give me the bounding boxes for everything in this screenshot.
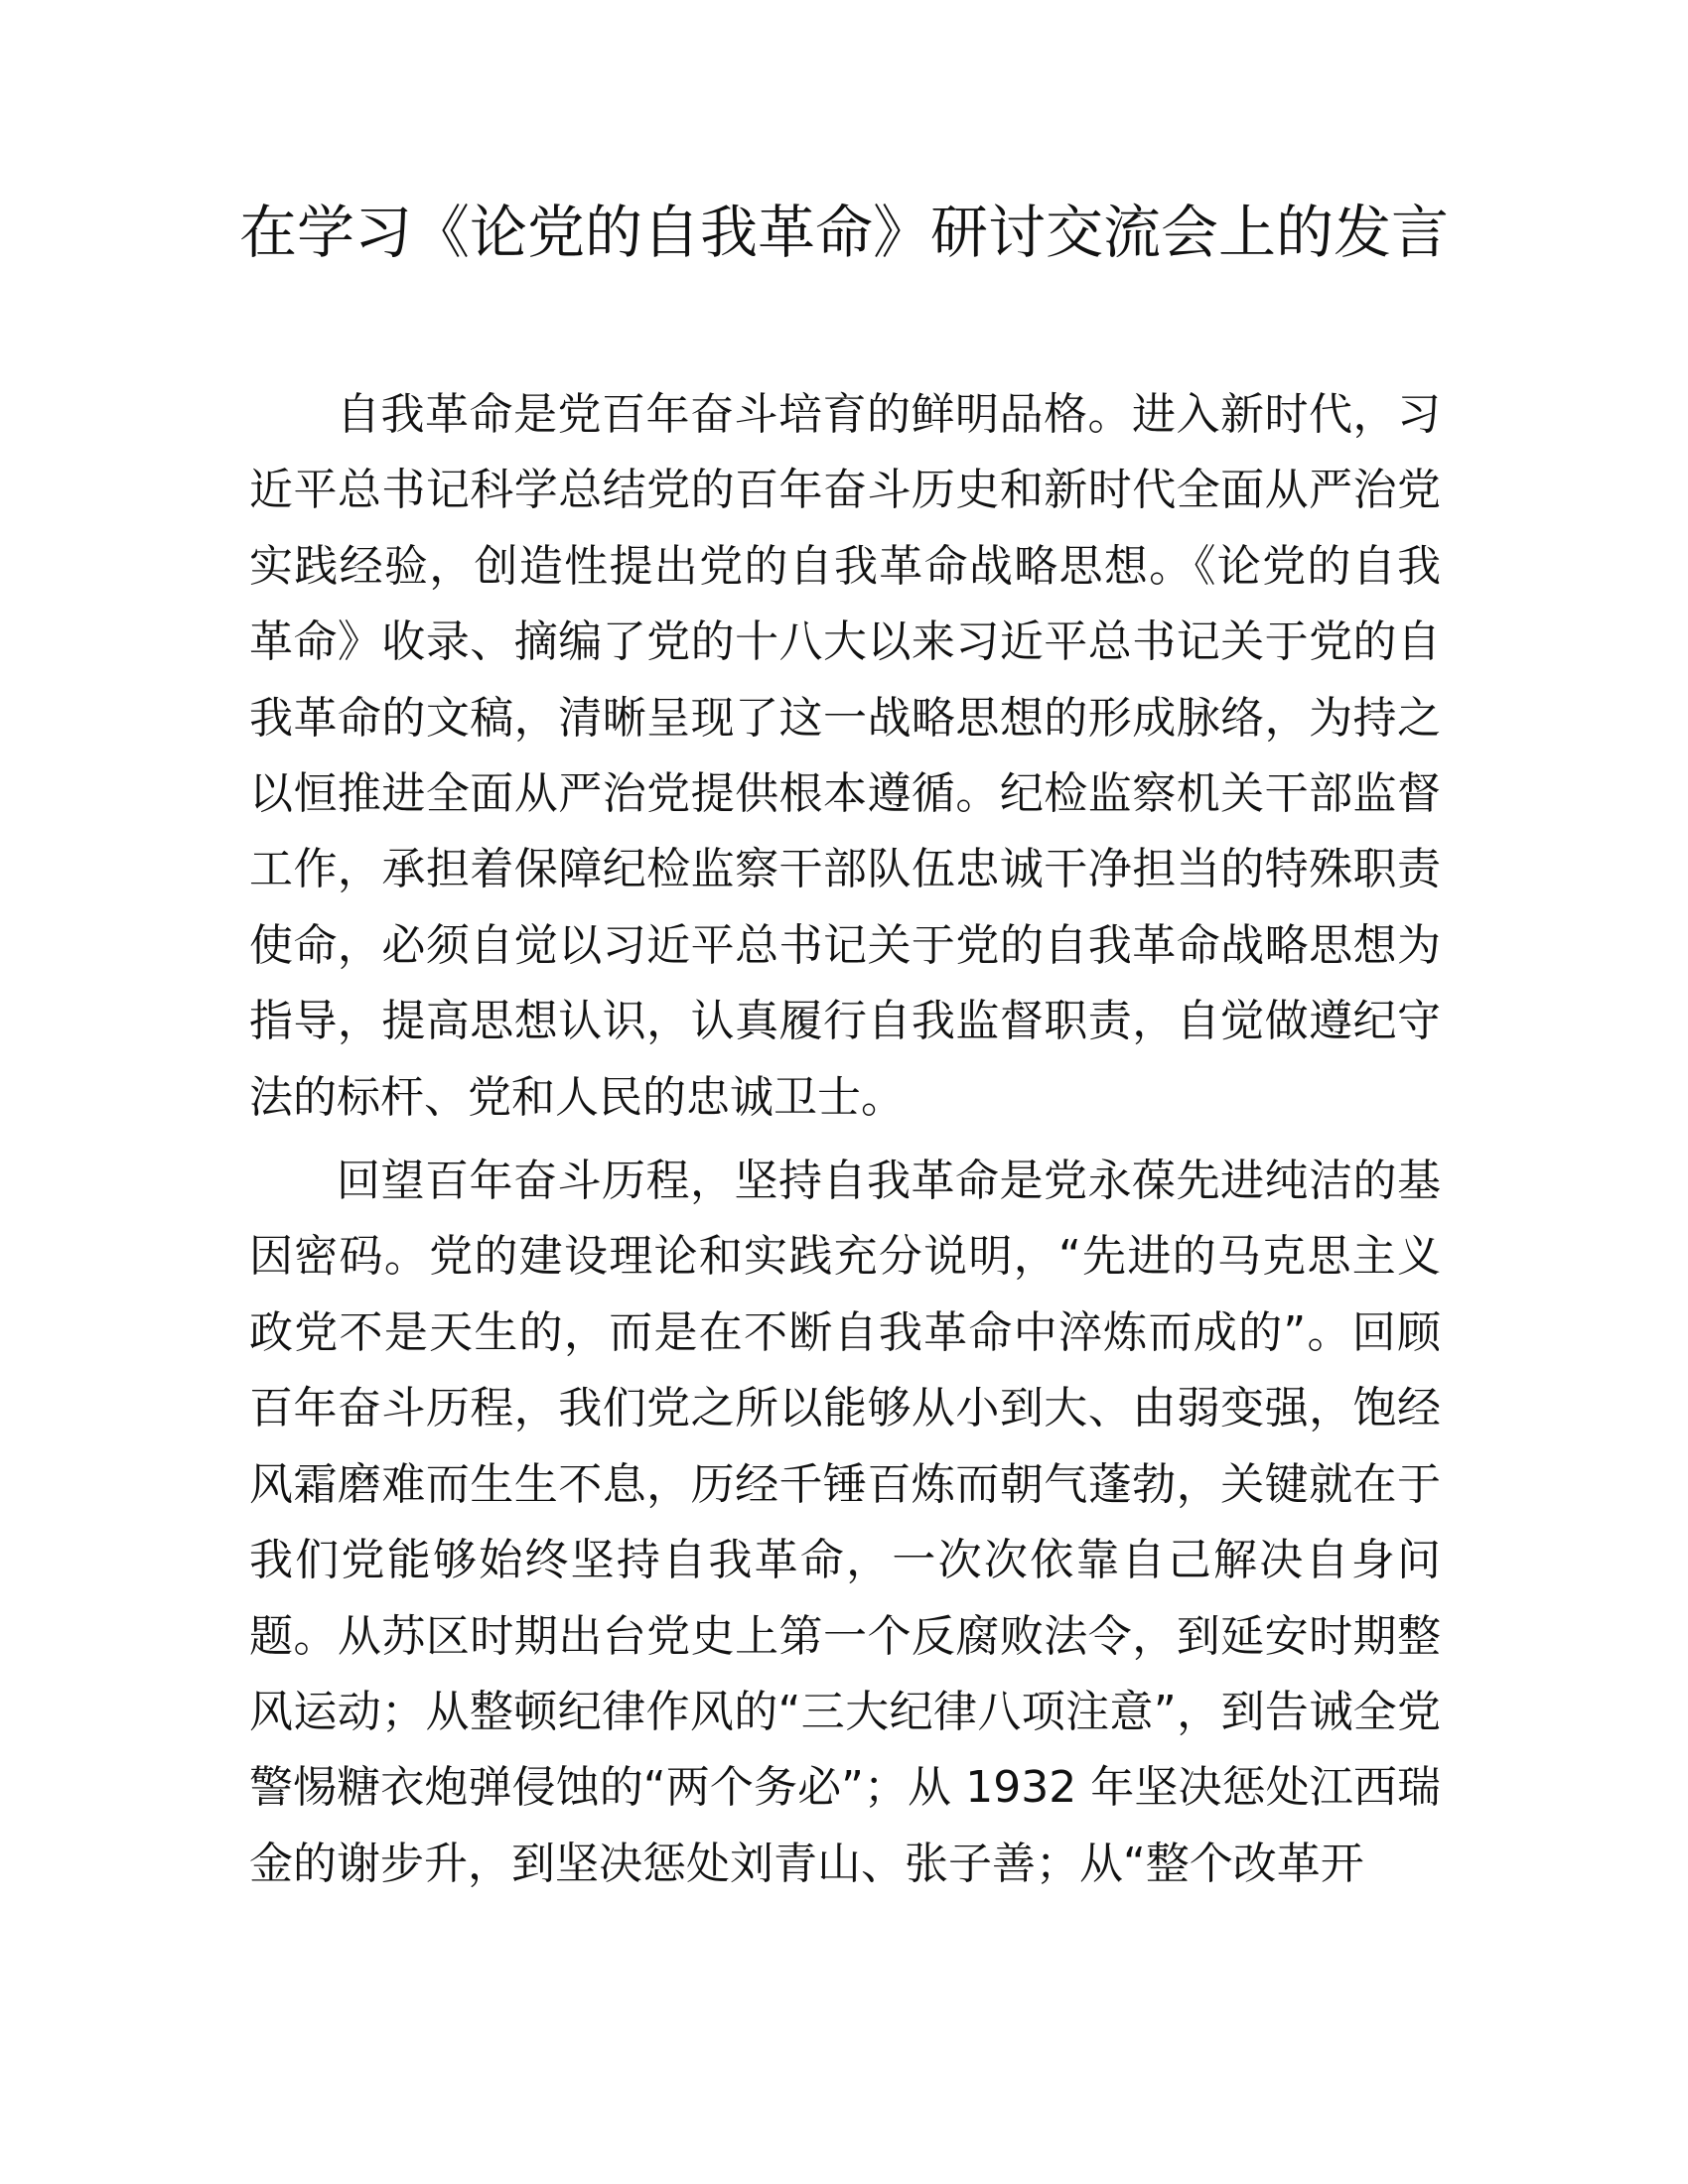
- paragraph: 回望百年奋斗历程，坚持自我革命是党永葆先进纯洁的基因密码。党的建设理论和实践充分说明，“先进的马克思主义政党不是天生的，而是在不断自我革命中淬炼而成的”。回顾百年奋斗历程，我们党之所以能够从小到大、由弱变强，饱经风霜磨难而生生不息，历经千锤百炼而朝气蓬勃，关键就在于我们党能够始终坚持自我革命，一次次依靠自己解决自身问题。从苏区时期出台党史上第一个反腐败法令，到延安时期整风运动；从整顿纪律作风的“三大纪律八项注意”，到告诫全党警惕糖衣炮弹侵蚀的“两个务必”；从 1932 年坚决惩处江西瑞金的谢步升，到坚决惩处刘青山、张子善；从“整个改革开: [249, 1156, 1441, 1889]
- page-title: 在学习《论党的自我革命》研讨交流会上的发言: [238, 199, 1449, 266]
- document-body: [249, 377, 1441, 1902]
- paragraph: 自我革命是党百年奋斗培育的鲜明品格。进入新时代，习近平总书记科学总结党的百年奋斗历史和新时代全面从严治党实践经验，创造性提出党的自我革命战略思想。《论党的自我革命》收录、摘编了党的十八大以来习近平总书记关于党的自我革命的文稿，清晰呈现了这一战略思想的形成脉络，为持之以恒推进全面从严治党提供根本遵循。纪检监察机关干部监督工作，承担着保障纪检监察干部队伍忠诚干净担当的特殊职责使命，必须自觉以习近平总书记关于党的自我革命战略思想为指导，提高思想认识，认真履行自我监督职责，自觉做遵纪守法的标杆、党和人民的忠诚卫士。: [249, 389, 1441, 1123]
